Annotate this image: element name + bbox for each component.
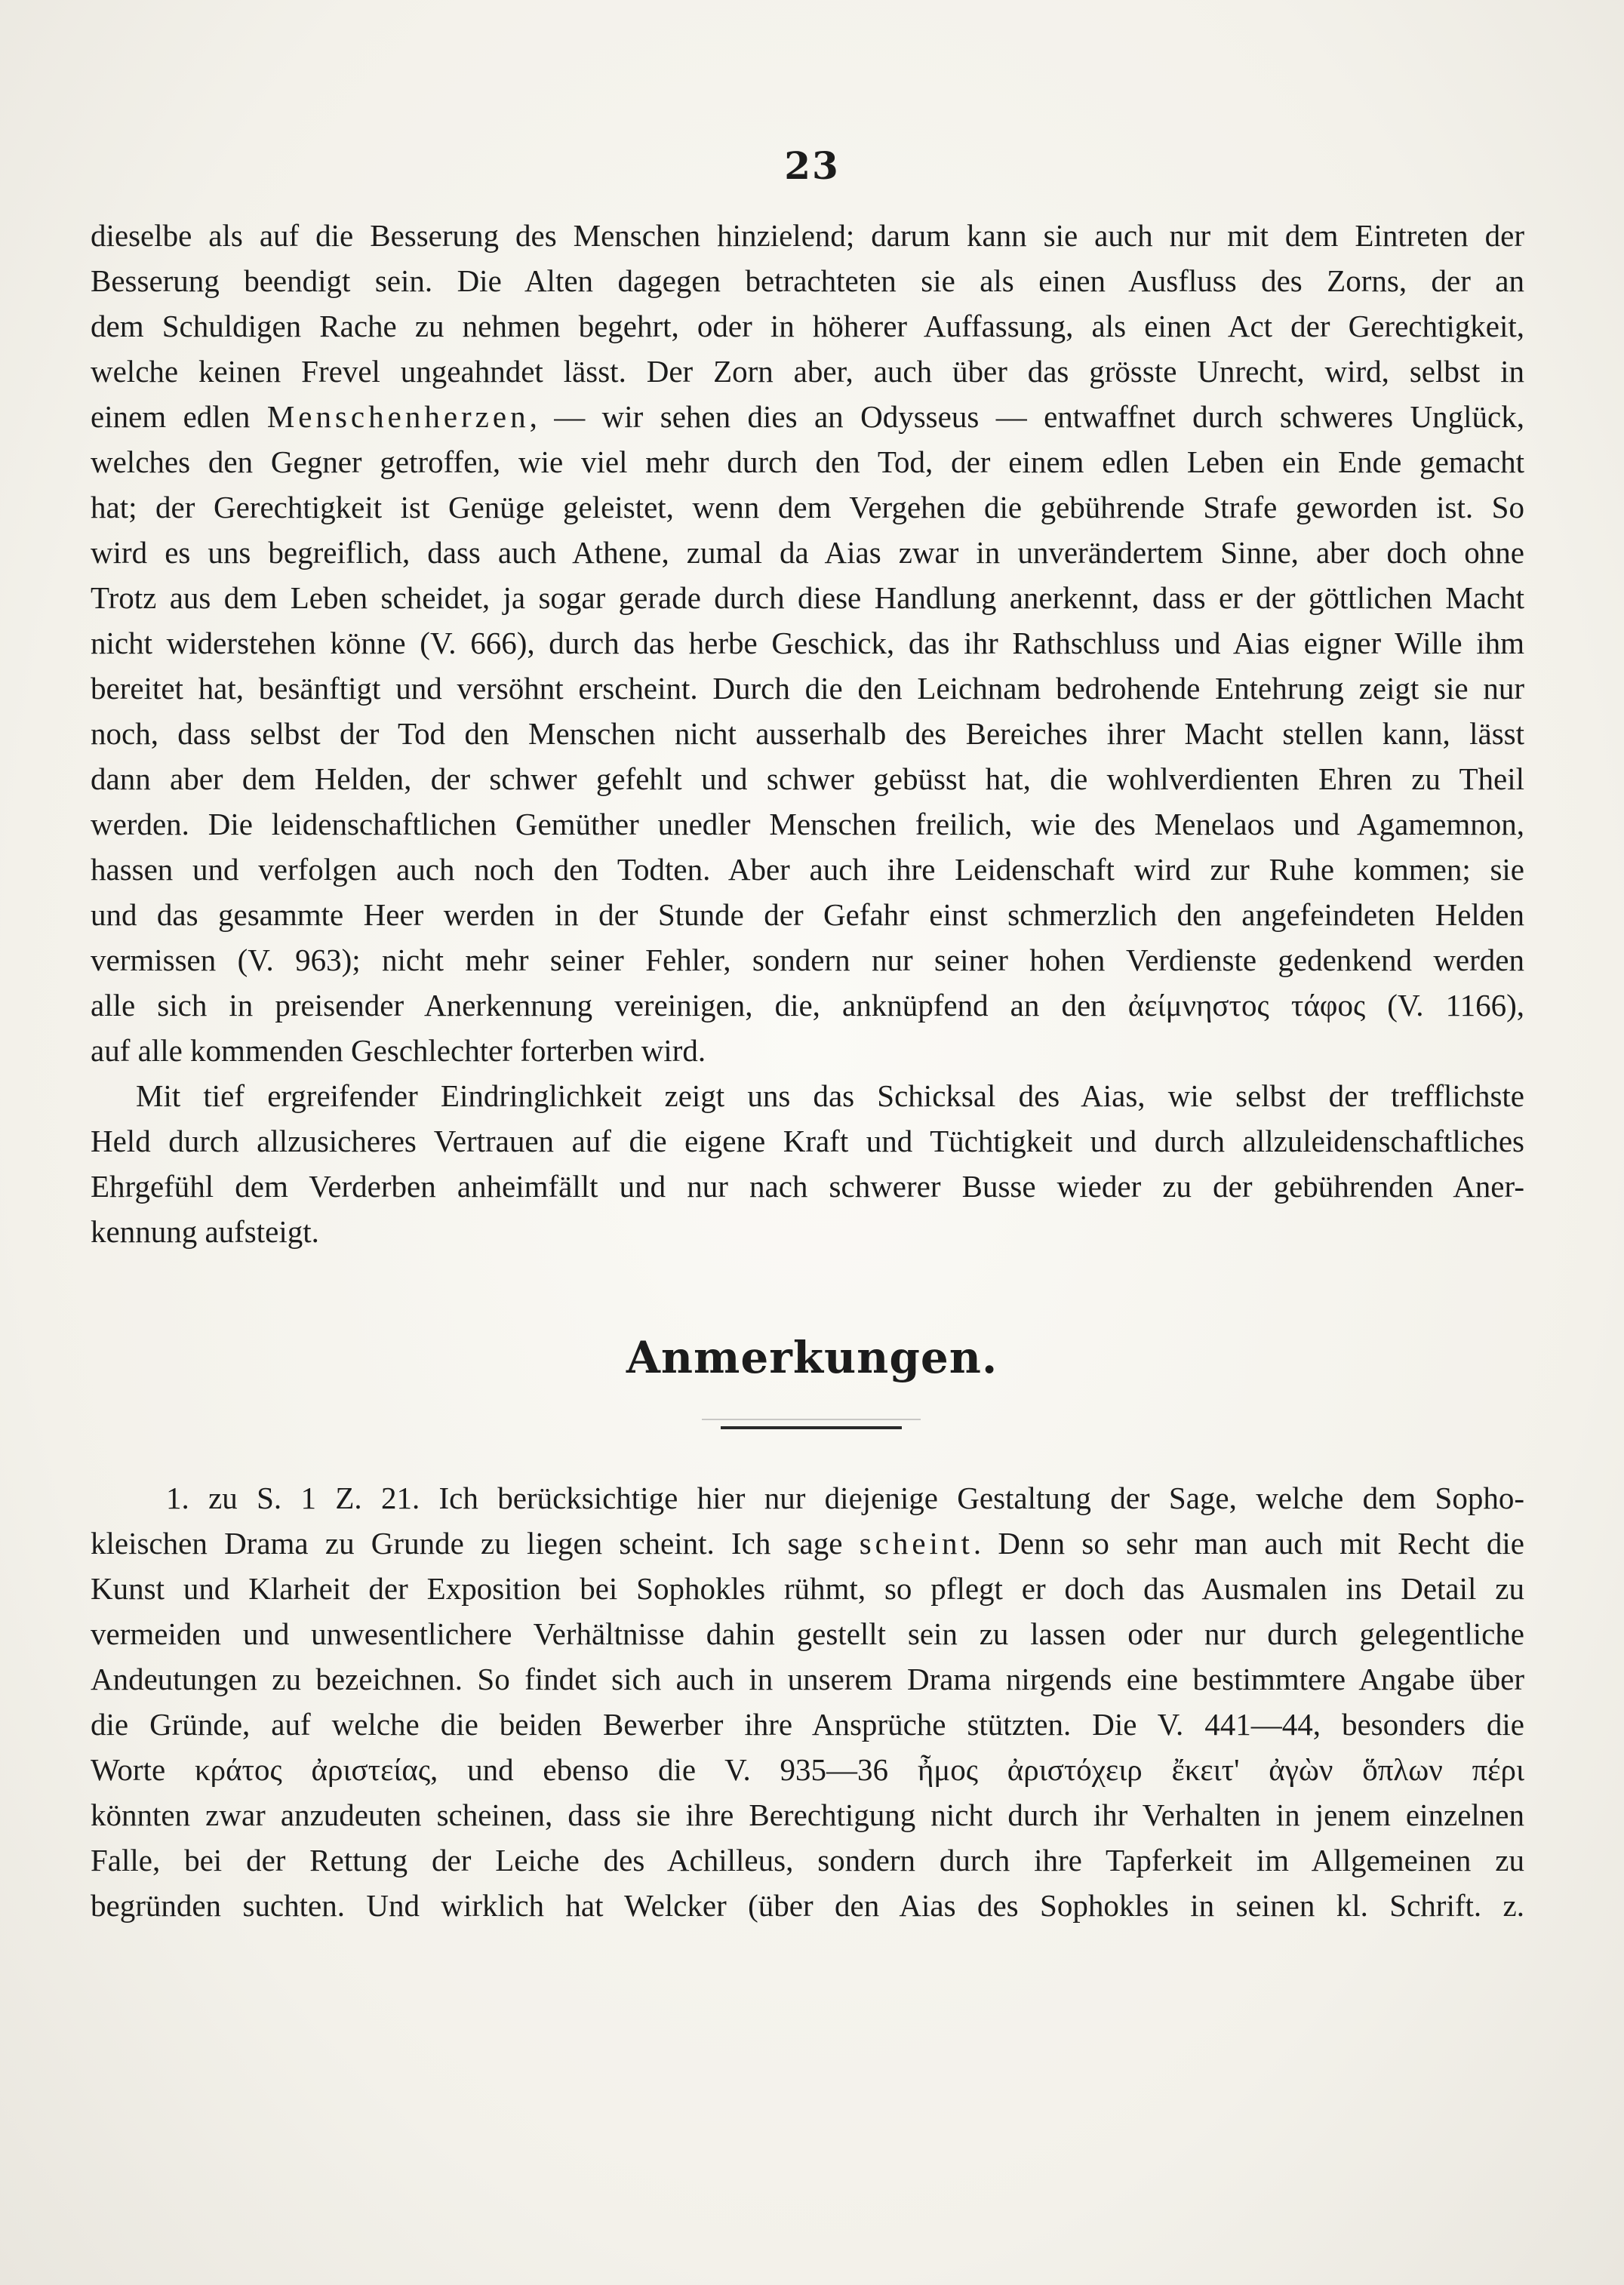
text-line: auf alle kommenden Geschlechter forterben wird. (91, 1033, 706, 1068)
text-line: dieselbe als auf die Besserung des Menschen hinzielend; darum kann sie auch nur mit dem Eintreten der (91, 218, 1524, 253)
text-line: kennung aufsteigt. (91, 1214, 319, 1249)
main-text (91, 213, 1524, 1254)
text-line: welche keinen Frevel ungeahndet lässt. Der Zorn aber, auch über das grösste Unrecht, wird, selbst in (91, 354, 1524, 389)
paragraph-2 (91, 1073, 1524, 1254)
text-line: Trotz aus dem Leben scheidet, ja sogar gerade durch diese Handlung anerkennt, dass er der göttlichen Macht (91, 580, 1524, 615)
divider-rule (721, 1426, 902, 1429)
paragraph-1 (91, 213, 1524, 1073)
text-segment: einem edlen (91, 399, 267, 434)
page-number: 23 (784, 143, 840, 188)
text-line: Mit tief ergreifender Eindringlichkeit zeigt uns das Schicksal des Aias, wie selbst der trefflichste (136, 1078, 1524, 1113)
text-line: vermeiden und unwesentlichere Verhältnisse dahin gestellt sein zu lassen oder nur durch gelegentliche (91, 1616, 1524, 1651)
text-line (91, 1521, 1524, 1566)
text-line: wird es uns begreiflich, dass auch Athene, zumal da Aias zwar in unverändertem Sinne, aber doch ohne (91, 535, 1524, 570)
text-line: Falle, bei der Rettung der Leiche des Achilleus, sondern durch ihre Tapferkeit im Allgemeinen zu (91, 1843, 1524, 1878)
text-line: Besserung beendigt sein. Die Alten dagegen betrachteten sie als einen Ausfluss des Zorns, der an (91, 263, 1524, 298)
emphasized-word: scheint (859, 1526, 973, 1561)
text-line (91, 394, 1524, 439)
text-line: hat; der Gerechtigkeit ist Genüge geleistet, wenn dem Vergehen die gebührende Strafe geworden ist. So (91, 490, 1524, 524)
text-line: die Gründe, auf welche die beiden Bewerber ihre Ansprüche stützten. Die V. 441—44, besonders die (91, 1707, 1524, 1742)
text-line: Andeutungen zu bezeichnen. So findet sich auch in unserem Drama nirgends eine bestimmtere Angabe über (91, 1662, 1524, 1696)
text-segment: . Denn so sehr man auch mit Recht die (973, 1526, 1524, 1561)
text-line: hassen und verfolgen auch noch den Todten. Aber auch ihre Leidenschaft wird zur Ruhe kommen; sie (91, 852, 1524, 887)
text-line: könnten zwar anzudeuten scheinen, dass sie ihre Berechtigung nicht durch ihr Verhalten in jenem einzelnen (91, 1798, 1524, 1832)
text-line: nicht widerstehen könne (V. 666), durch das herbe Geschick, das ihr Rathschluss und Aias eigner Wille ihm (91, 626, 1524, 660)
text-line: Worte κράτος ἀριστείας, und ebenso die V. 935—36 ἦμος ἀριστόχειρ ἔκειτ' ἀγὼν ὅπλων πέρι (91, 1752, 1524, 1787)
text-line: begründen suchten. Und wirklich hat Welcker (über den Aias des Sophokles in seinen kl. Schrift. z. (91, 1888, 1524, 1923)
text-line: welches den Gegner getroffen, wie viel mehr durch den Tod, der einem edlen Leben ein Ende gemacht (91, 444, 1524, 479)
text-line: und das gesammte Heer werden in der Stunde der Gefahr einst schmerzlich den angefeindeten Helden (91, 897, 1524, 932)
text-line: Held durch allzusicheres Vertrauen auf die eigene Kraft und Tüchtigkeit und durch allzuleidenschaftliches (91, 1124, 1524, 1158)
text-line: werden. Die leidenschaftlichen Gemüther unedler Menschen freilich, wie des Menelaos und Agamemnon, (91, 807, 1524, 841)
text-segment: kleischen Drama zu Grunde zu liegen scheint. Ich sage (91, 1526, 860, 1561)
emphasized-word: Menschenherzen (266, 399, 530, 434)
text-segment: , — wir sehen dies an Odysseus — entwaffnet durch schweres Unglück, (529, 399, 1524, 434)
text-line: Kunst und Klarheit der Exposition bei Sophokles rühmt, so pflegt er doch das Ausmalen ins Detail zu (91, 1571, 1524, 1606)
text-line: 1. zu S. 1 Z. 21. Ich berücksichtige hier nur diejenige Gestaltung der Sage, welche dem Sopho- (166, 1481, 1524, 1515)
text-line: bereitet hat, besänftigt und versöhnt erscheint. Durch die den Leichnam bedrohende Entehrung zeigt sie nur (91, 671, 1524, 706)
divider-shadow (702, 1419, 921, 1420)
text-line: dann aber dem Helden, der schwer gefehlt und schwer gebüsst hat, die wohlverdienten Ehren zu Theil (91, 761, 1524, 796)
text-line: vermissen (V. 963); nicht mehr seiner Fehler, sondern nur seiner hohen Verdienste gedenkend werden (91, 943, 1524, 977)
notes-text (91, 1475, 1524, 1928)
notes-heading: Anmerkungen. (626, 1332, 998, 1383)
text-line: dem Schuldigen Rache zu nehmen begehrt, oder in höherer Auffassung, als einen Act der Gerechtigkeit, (91, 309, 1524, 343)
text-line: alle sich in preisender Anerkennung vereinigen, die, anknüpfend an den ἀείμνηστος τάφος (V. 1166), (91, 988, 1524, 1023)
text-line: Ehrgefühl dem Verderben anheimfällt und nur nach schwerer Busse wieder zu der gebührenden Aner- (91, 1169, 1524, 1204)
text-line: noch, dass selbst der Tod den Menschen nicht ausserhalb des Bereiches ihrer Macht stellen kann, lässt (91, 716, 1524, 751)
